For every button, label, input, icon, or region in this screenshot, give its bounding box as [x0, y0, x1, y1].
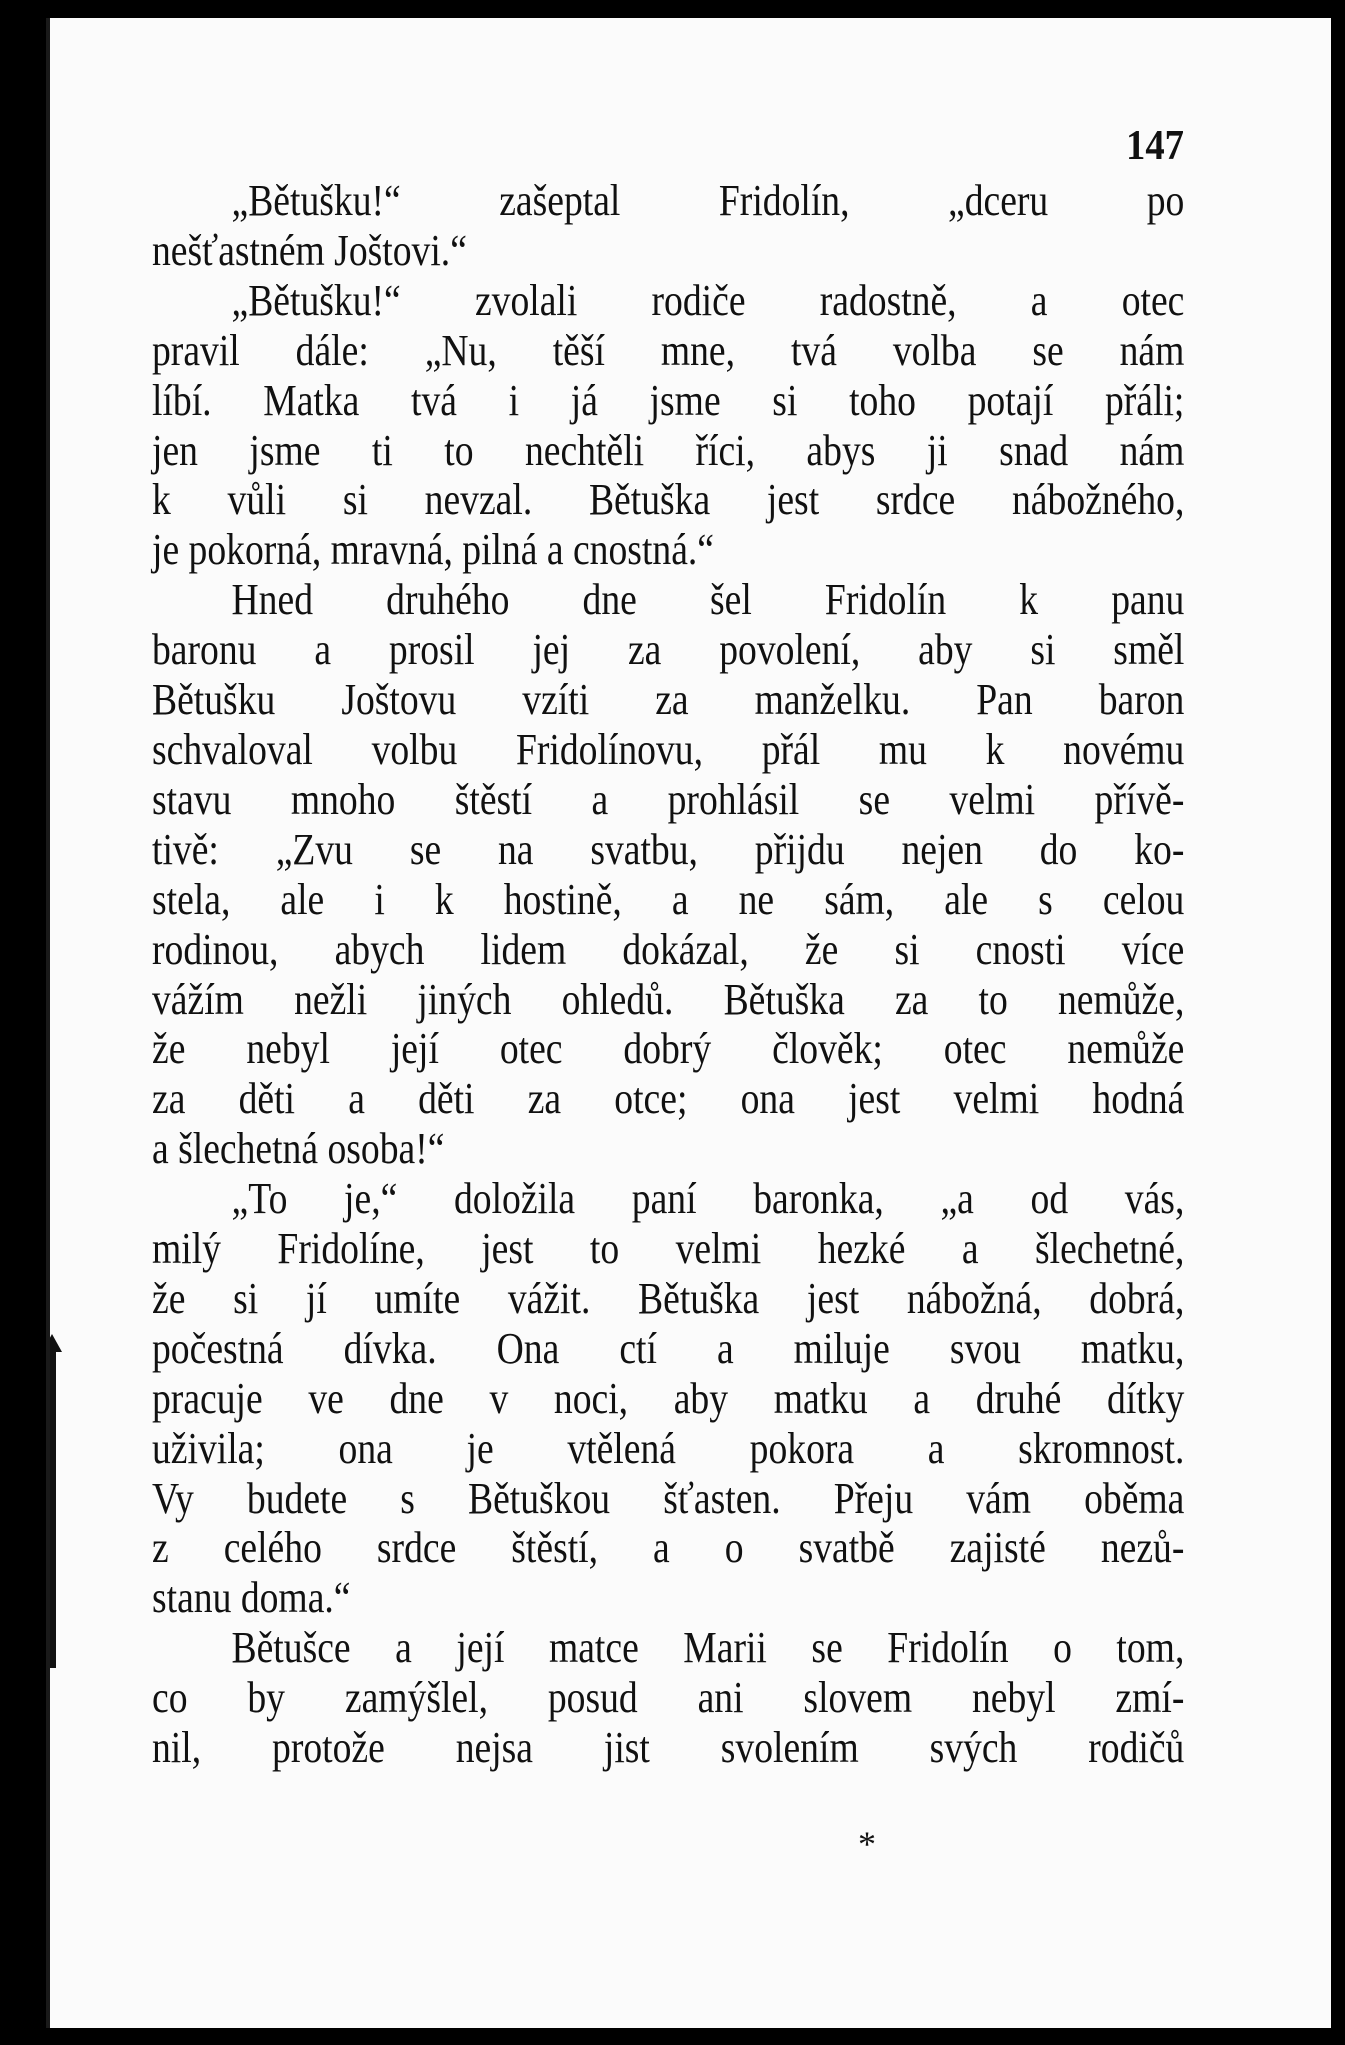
text-line: je pokorná, mravná, pilná a cnostná.“ [152, 525, 715, 575]
page-number: 147 [1126, 123, 1184, 169]
text-line: počestná dívka. Ona ctí a miluje svou matku, [152, 1323, 1185, 1373]
text-line: stanu doma.“ [152, 1573, 351, 1623]
text-line: uživila; ona je vtělená pokora a skromnost. [152, 1423, 1185, 1473]
binding-edge-mark [50, 1348, 80, 1668]
text-line: „Bětušku!“ zašeptal Fridolín, „dceru po [231, 176, 1185, 225]
text-line: a šlechetná osoba!“ [152, 1124, 445, 1174]
text-line: k vůli si nevzal. Bětuška jest srdce nábožného, [152, 475, 1185, 525]
text-line: schvaloval volbu Fridolínovu, přál mu k novému [152, 724, 1185, 774]
text-line: rodinou, abych lidem dokázal, že si cnosti více [152, 924, 1185, 974]
page-text [152, 118, 1184, 1773]
text-line: jen jsme ti to nechtěli říci, abys ji snad nám [152, 425, 1185, 475]
text-line: Bětušku Joštovu vzíti za manželku. Pan baron [152, 675, 1185, 725]
text-line: nešťastném Joštovi.“ [152, 225, 467, 275]
text-line: za děti a děti za otce; ona jest velmi hodná [152, 1074, 1185, 1124]
text-line: Vy budete s Bětuškou šťasten. Přeju vám oběma [152, 1473, 1185, 1523]
text-line: líbí. Matka tvá i já jsme si toho potají přáli; [152, 375, 1185, 425]
text-line: z celého srdce štěstí, a o svatbě zajisté nezů- [152, 1523, 1185, 1573]
book-page [46, 18, 1331, 2028]
text-line: tivě: „Zvu se na svatbu, přijdu nejen do ko- [152, 824, 1185, 874]
text-line: že nebyl její otec dobrý člověk; otec nemůže [152, 1024, 1185, 1074]
text-line: „To je,“ doložila paní baronka, „a od vás, [231, 1174, 1185, 1224]
signature-mark: * [858, 1824, 876, 1864]
text-line: stela, ale i k hostině, a ne sám, ale s celou [152, 874, 1185, 924]
text-line: Bětušce a její matce Marii se Fridolín o tom, [231, 1623, 1185, 1673]
text-line: milý Fridolíne, jest to velmi hezké a šlechetné, [152, 1224, 1185, 1274]
text-line: vážím nežli jiných ohledů. Bětuška za to nemůže, [152, 974, 1185, 1024]
text-line: co by zamýšlel, posud ani slovem nebyl zmí- [152, 1673, 1185, 1723]
text-line: baronu a prosil jej za povolení, aby si směl [152, 625, 1185, 675]
text-lines [152, 176, 1184, 1773]
text-line: nil, protože nejsa jist svolením svých rodičů [152, 1723, 1185, 1773]
text-line: stavu mnoho štěstí a prohlásil se velmi přívě- [152, 774, 1185, 824]
text-line: pracuje ve dne v noci, aby matku a druhé dítky [152, 1373, 1185, 1423]
text-line: pravil dále: „Nu, těší mne, tvá volba se nám [152, 325, 1185, 375]
text-line: „Bětušku!“ zvolali rodiče radostně, a otec [231, 275, 1185, 325]
text-line: Hned druhého dne šel Fridolín k panu [231, 575, 1185, 625]
text-line: že si jí umíte vážit. Bětuška jest nábožná, dobrá, [152, 1273, 1185, 1323]
